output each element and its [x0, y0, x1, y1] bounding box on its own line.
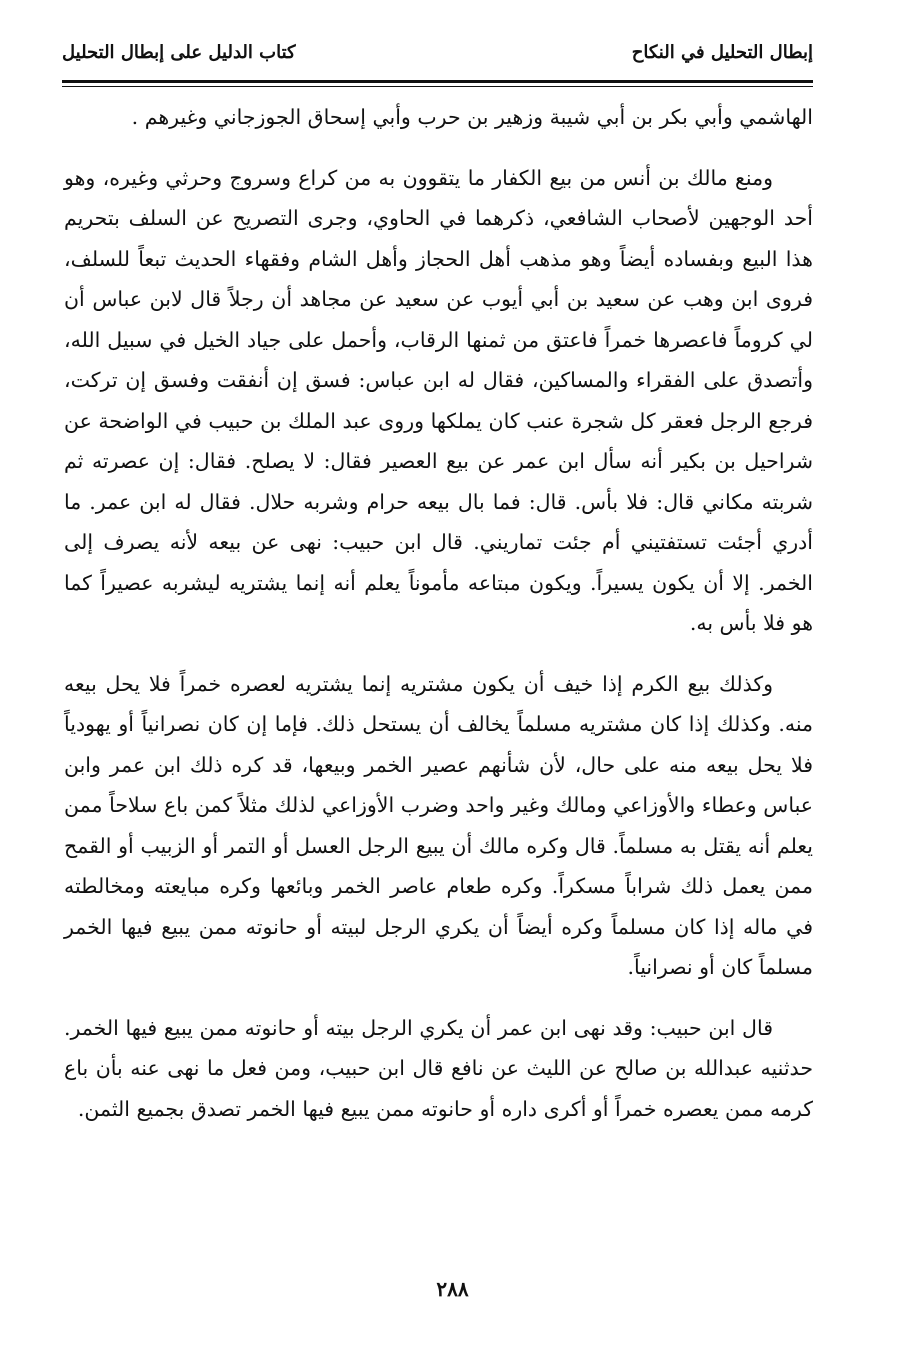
paragraph-2: ومنع مالك بن أنس من بيع الكفار ما يتقوون به من كراع وسروج وحرثي وغيره، وهو أحد الوجهين لأصحاب الشافعي، ذكرهما في الحاوي، وجرى التصريح عن السلف بتحريم هذا البيع وبفساده أيضاً وهو مذهب أهل الحجاز وأهل الشام وفقهاء الحديث تبعاً للسلف، فروى ابن وهب عن سعيد بن أبي أيوب عن سعيد عن مجاهد أن رجلاً قال لابن عباس أن لي كروماً فاعصرها خمراً فاعتق من ثمنها الرقاب، وأحمل على جياد الخيل في سبيل الله، وأتصدق على الفقراء والمساكين، فقال له ابن عباس: فسق إن أنفقت وفسق إن تركت، فرجع الرجل فعقر كل شجرة عنب كان يملكها وروى عبد الملك بن حبيب في الواضحة عن شراحيل بن بكير أنه سأل ابن عمر عن بيع العصير فقال: لا يصلح. فقال: إن عصرته ثم شربته مكاني قال: فلا بأس. قال: فما بال بيعه حرام وشربه حلال. فقال له ابن عمر. ما أدري أجئت تستفتيني أم جئت تماريني. قال ابن حبيب: نهى عن بيعه لأنه يصرف إلى الخمر. إلا أن يكون يسيراً. ويكون مبتاعه مأموناً يعلم أنه إنما يشتريه ليشربه عصيراً كما هو فلا بأس به. — [64, 165, 813, 635]
header-rule-thick — [62, 80, 813, 83]
paragraph-1: الهاشمي وأبي بكر بن أبي شيبة وزهير بن حرب وأبي إسحاق الجوزجاني وغيرهم . — [131, 105, 813, 129]
running-header — [62, 42, 813, 72]
paragraph-4: قال ابن حبيب: وقد نهى ابن عمر أن يكري الرجل بيته أو حانوته ممن يبيع فيها الخمر. حدثنيه عبدالله بن صالح عن الليث عن نافع قال ابن حبيب، ومن فعل ما نهى عنه بأن باع كرمه ممن يعصره خمراً أو أكرى داره أو حانوته ممن يبيع فيها الخمر تصدق بجميع الثمن. — [64, 1015, 813, 1121]
page-number: ٢٨٨ — [436, 1277, 469, 1301]
paragraph-3: وكذلك بيع الكرم إذا خيف أن يكون مشتريه إنما يشتريه لعصره خمراً فلا يحل بيعه منه. وكذلك إذا كان مشتريه مسلماً يخالف أن يستحل ذلك. فإما إن كان نصرانياً أو يهودياً فلا يحل بيعه منه على حال، لأن شأنهم عصير الخمر وبيعها، قد كره ذلك ابن عمر وابن عباس وعطاء والأوزاعي ومالك وغير واحد وضرب الأوزاعي لذلك مثلاً كمن باع سلاحاً ممن يعلم أنه يقتل به مسلماً. قال وكره مالك أن يبيع الرجل العسل أو التمر أو الزبيب أو القمح ممن يعمل ذلك شراباً مسكراً. وكره طعام عاصر الخمر وبائعها وكره مبايعته ومخالطته في ماله إذا كان مسلماً وكره أيضاً أن يكري الرجل لبيته أو حانوته ممن يبيع فيها الخمر مسلماً كان أو نصرانياً. — [64, 671, 813, 979]
header-chapter-title: إبطال التحليل في النكاح — [631, 42, 813, 63]
header-rule-thin — [62, 86, 813, 87]
page-body — [64, 97, 813, 1129]
header-book-title: كتاب الدليل على إبطال التحليل — [62, 42, 296, 63]
